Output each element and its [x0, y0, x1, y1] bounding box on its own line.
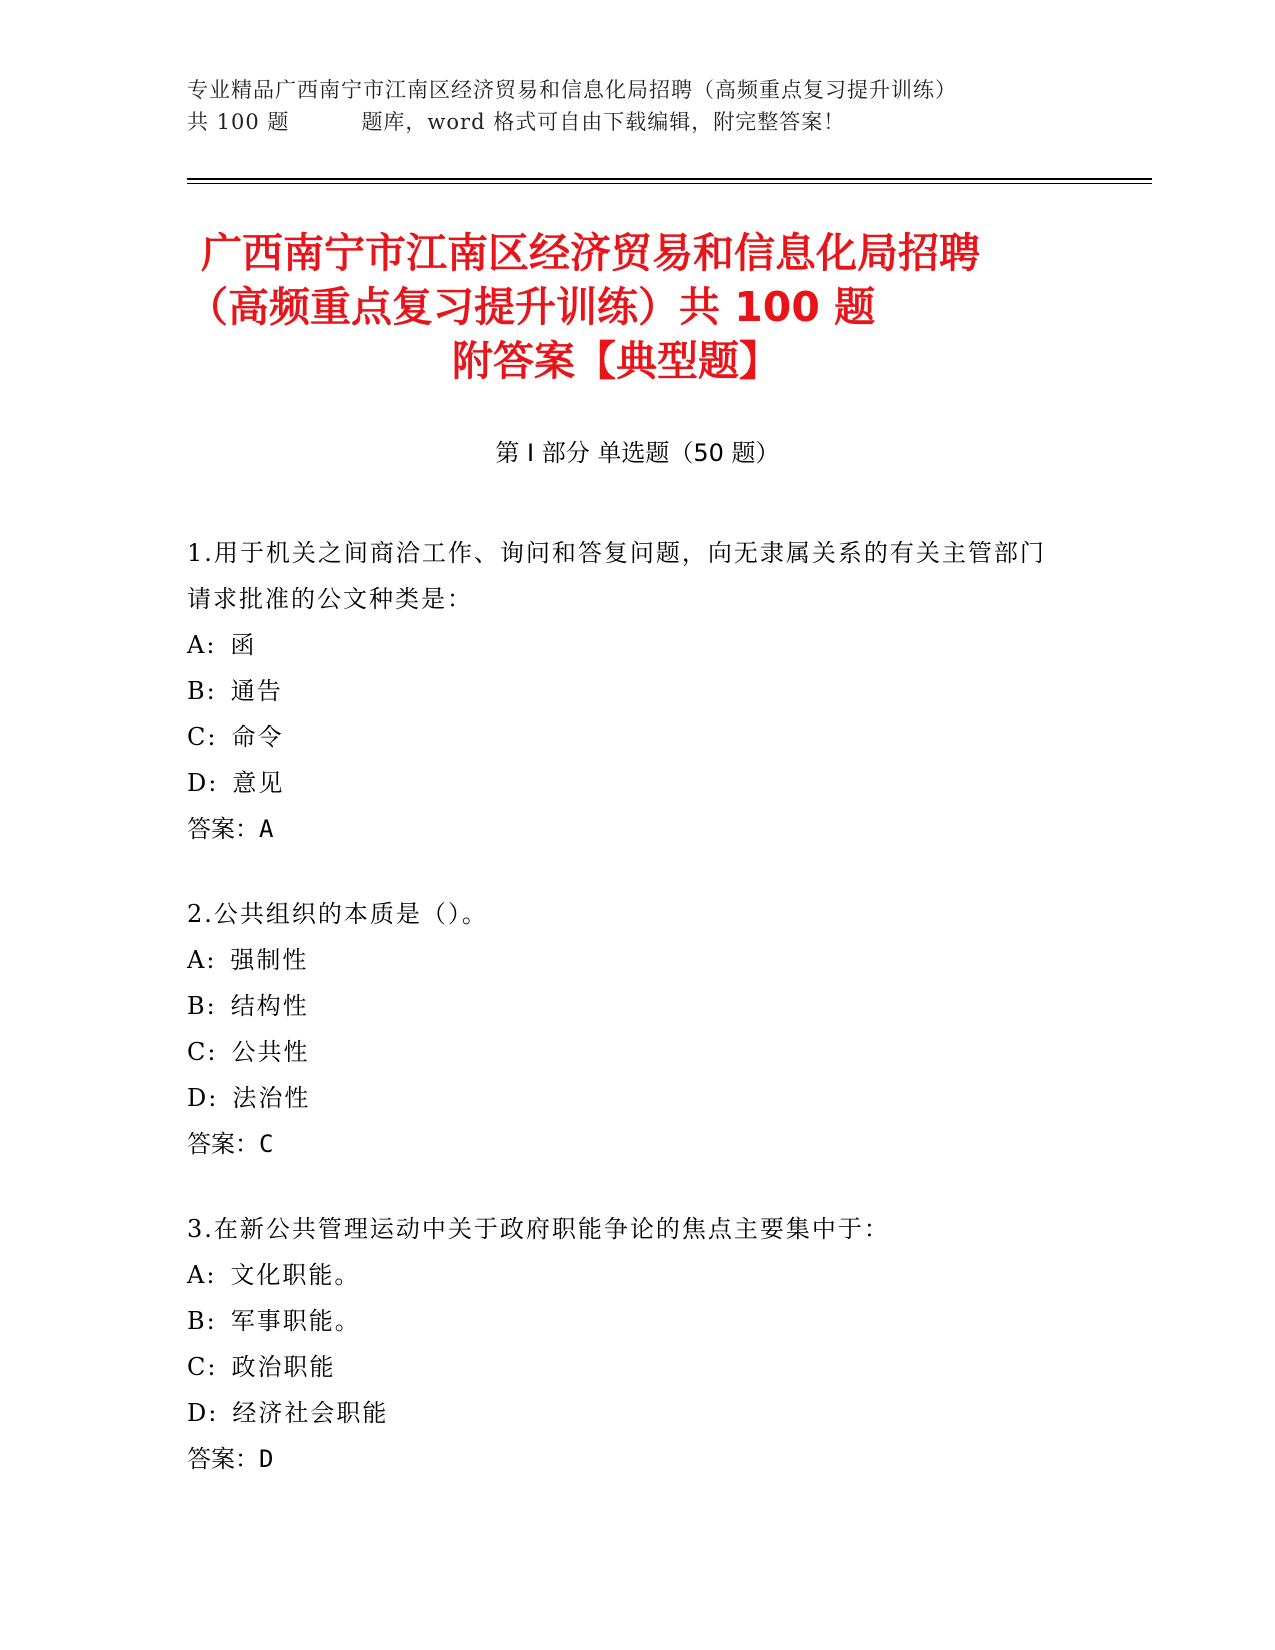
answer-value: D	[259, 1445, 274, 1473]
title-line-3: 附答案【典型题】	[452, 337, 780, 385]
answer-value: C	[259, 1130, 274, 1158]
section-heading: 第 I 部分 单选题（50 题）	[495, 439, 780, 467]
option-key: D:	[187, 1399, 219, 1427]
answer-line	[187, 1436, 1067, 1482]
header-divider-thin	[187, 183, 1152, 184]
header-format-note: 题库，word 格式可自由下载编辑，附完整答案！	[361, 110, 846, 134]
option-text: 函	[230, 631, 257, 659]
option-key: A:	[187, 631, 217, 659]
document-header-note	[187, 74, 1087, 138]
answer-line	[187, 806, 1067, 852]
option-key: B:	[187, 992, 217, 1020]
option-a	[187, 1252, 1067, 1298]
document-title	[187, 226, 1087, 388]
option-key: C:	[187, 1353, 218, 1381]
question-item	[187, 530, 1067, 852]
title-line-2: （高频重点复习提升训练）共 100 题	[187, 283, 876, 331]
question-item	[187, 891, 1067, 1167]
option-c	[187, 714, 1067, 760]
question-stem: 2.公共组织的本质是（）。	[187, 900, 488, 928]
option-text: 公共性	[231, 1038, 310, 1066]
option-text: 强制性	[230, 946, 309, 974]
answer-line	[187, 1121, 1067, 1167]
option-a	[187, 622, 1067, 668]
title-line-1: 广西南宁市江南区经济贸易和信息化局招聘	[201, 229, 980, 277]
answer-label: 答案：	[187, 1130, 259, 1158]
option-d	[187, 1075, 1067, 1121]
option-text: 意见	[232, 769, 285, 797]
option-b	[187, 983, 1067, 1029]
question-item	[187, 1206, 1067, 1482]
option-b	[187, 1298, 1067, 1344]
option-c	[187, 1029, 1067, 1075]
question-stem: 1.用于机关之间商洽工作、询问和答复问题，向无隶属关系的有关主管部门请求批准的公文种类是：	[187, 539, 1046, 613]
option-a	[187, 937, 1067, 983]
question-stem: 3.在新公共管理运动中关于政府职能争论的焦点主要集中于：	[187, 1215, 890, 1243]
option-text: 政治职能	[231, 1353, 336, 1381]
header-line-2	[187, 106, 1087, 138]
option-text: 军事职能。	[230, 1307, 361, 1335]
option-text: 命令	[231, 723, 284, 751]
header-line-1: 专业精品广西南宁市江南区经济贸易和信息化局招聘（高频重点复习提升训练）	[187, 78, 957, 102]
option-key: B:	[187, 1307, 217, 1335]
option-text: 文化职能。	[230, 1261, 361, 1289]
option-text: 结构性	[230, 992, 309, 1020]
answer-label: 答案：	[187, 815, 259, 843]
header-divider-thick	[187, 178, 1152, 180]
question-list	[187, 530, 1067, 1521]
option-b	[187, 668, 1067, 714]
option-text: 经济社会职能	[232, 1399, 389, 1427]
option-text: 法治性	[232, 1084, 311, 1112]
option-key: A:	[187, 946, 217, 974]
option-text: 通告	[230, 677, 283, 705]
option-key: C:	[187, 1038, 218, 1066]
answer-value: A	[259, 815, 274, 843]
option-key: A:	[187, 1261, 217, 1289]
option-d	[187, 1390, 1067, 1436]
option-key: D:	[187, 1084, 219, 1112]
answer-label: 答案：	[187, 1445, 259, 1473]
option-key: C:	[187, 723, 218, 751]
option-c	[187, 1344, 1067, 1390]
header-count: 共 100 题	[187, 110, 290, 134]
option-d	[187, 760, 1067, 806]
option-key: B:	[187, 677, 217, 705]
option-key: D:	[187, 769, 219, 797]
